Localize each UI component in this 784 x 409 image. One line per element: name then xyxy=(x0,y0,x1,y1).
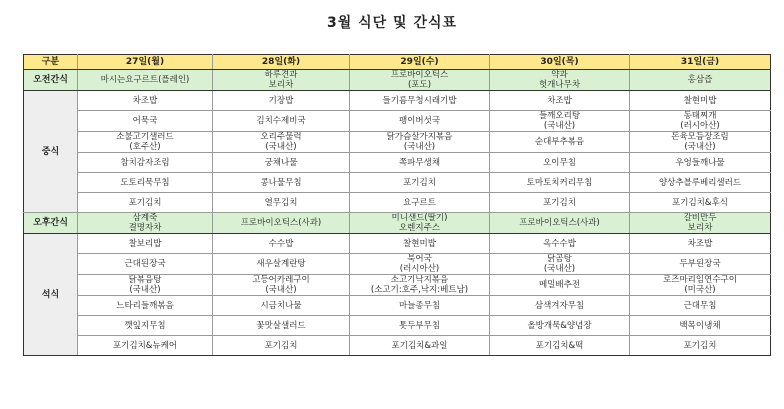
menu-cell xyxy=(490,111,630,132)
menu-cell-line: (국내산) xyxy=(129,285,161,295)
menu-cell xyxy=(350,91,490,111)
menu-cell xyxy=(490,153,630,173)
menu-cell-line: 옥수수밥 xyxy=(543,238,576,249)
menu-cell-line: 소고기낙지볶음 xyxy=(390,275,449,285)
menu-cell xyxy=(350,173,490,193)
menu-cell-line: 차조밥 xyxy=(132,95,158,106)
menu-cell-line: 수수밥 xyxy=(268,238,294,249)
menu-cell-line: 하루견과 xyxy=(264,70,298,80)
menu-cell xyxy=(213,336,350,356)
menu-cell-line: 포기김치&떡 xyxy=(535,340,584,351)
menu-cell xyxy=(78,275,213,296)
menu-cell xyxy=(213,296,350,316)
menu-cell xyxy=(630,193,771,213)
menu-cell xyxy=(630,111,771,132)
menu-cell xyxy=(78,153,213,173)
menu-cell xyxy=(78,132,213,153)
menu-cell xyxy=(350,70,490,91)
menu-cell-line: 포기김치&뉴케어 xyxy=(112,340,178,351)
menu-cell-line: 찰현미밥 xyxy=(683,95,717,106)
menu-cell xyxy=(78,193,213,213)
menu-cell xyxy=(630,275,771,296)
lunch-row xyxy=(24,153,771,173)
category-label: 중식 xyxy=(24,91,78,213)
lunch-row xyxy=(24,91,771,111)
header-row xyxy=(24,55,771,70)
menu-cell-line: (국내산) xyxy=(684,142,716,152)
menu-cell xyxy=(213,70,350,91)
menu-cell xyxy=(630,316,771,336)
menu-cell-line: (소고기:호주,낙지:베트남) xyxy=(370,285,469,295)
menu-cell-line: 올방개묵&양념장 xyxy=(527,320,592,331)
menu-cell xyxy=(350,275,490,296)
menu-cell-line: (미국산) xyxy=(684,285,716,295)
menu-cell xyxy=(490,316,630,336)
menu-cell xyxy=(490,193,630,213)
menu-cell xyxy=(213,213,350,234)
menu-cell xyxy=(630,91,771,111)
menu-cell xyxy=(78,296,213,316)
menu-cell-line: 닭가슴살가지볶음 xyxy=(386,132,453,142)
menu-cell xyxy=(78,91,213,111)
menu-cell-line: 소불고기샐러드 xyxy=(116,132,174,142)
menu-cell xyxy=(350,336,490,356)
menu-cell-line: 삼색겨자무침 xyxy=(534,300,585,311)
menu-cell xyxy=(630,336,771,356)
header-category: 구분 xyxy=(24,55,78,70)
menu-cell-line: (국내산) xyxy=(265,142,297,152)
menu-cell-line: 궁채나물 xyxy=(264,157,298,168)
menu-cell xyxy=(490,70,630,91)
menu-cell-line: 오이무침 xyxy=(543,157,576,168)
menu-cell-line: 도토리묵무침 xyxy=(120,177,170,188)
menu-cell-line: 열무김치 xyxy=(264,197,298,208)
menu-cell-line: 약과 xyxy=(551,70,568,80)
menu-cell-line: 톳두부무침 xyxy=(398,320,441,331)
menu-cell xyxy=(350,234,490,254)
menu-cell-line: 어묵국 xyxy=(132,116,158,126)
menu-cell-line: 찰현미밥 xyxy=(403,238,436,249)
menu-cell xyxy=(78,70,213,91)
menu-cell-line: 보리차 xyxy=(268,80,294,90)
morning-snack-row xyxy=(24,70,771,91)
menu-cell-line: 포기김치 xyxy=(264,340,298,351)
dinner-row xyxy=(24,275,771,296)
dinner-row xyxy=(24,316,771,336)
menu-cell-line: (국내산) xyxy=(543,264,576,274)
menu-cell xyxy=(630,132,771,153)
menu-cell xyxy=(350,296,490,316)
menu-cell-line: 오리주물럭 xyxy=(260,132,302,142)
menu-cell xyxy=(350,132,490,153)
menu-cell-line: 우엉들깨나물 xyxy=(675,157,725,168)
menu-cell-line: 헛개나무차 xyxy=(538,80,581,90)
menu-cell-line: 근대무침 xyxy=(683,300,717,311)
menu-cell-line: (포도) xyxy=(407,80,432,90)
menu-cell xyxy=(213,234,350,254)
header-day-fri: 31일(금) xyxy=(630,55,771,70)
menu-cell-line: 돈육모듬장조림 xyxy=(671,132,729,142)
menu-cell-line: 오렌지주스 xyxy=(398,223,441,233)
menu-cell-line: 김치수제비국 xyxy=(256,116,306,126)
menu-cell xyxy=(213,193,350,213)
menu-cell-line: 포기김치 xyxy=(683,340,717,351)
menu-cell-line: 포기김치&과일 xyxy=(391,340,448,351)
menu-cell xyxy=(350,193,490,213)
menu-cell-line: 느타리들깨볶음 xyxy=(116,300,174,311)
menu-cell-line: 차조밥 xyxy=(547,95,572,106)
menu-cell-line: 들깨오리탕 xyxy=(538,111,581,121)
header-day-thu: 30일(목) xyxy=(490,55,630,70)
menu-cell-line: (국내산) xyxy=(265,285,297,295)
page-title: 3월 식단 및 간식표 xyxy=(326,15,458,31)
menu-cell xyxy=(630,254,771,275)
menu-table xyxy=(23,54,771,356)
menu-cell-line: 들기름무청시래기밥 xyxy=(382,95,457,106)
menu-cell xyxy=(78,111,213,132)
dinner-row xyxy=(24,234,771,254)
menu-cell-line: 요구르트 xyxy=(403,197,436,208)
menu-cell-line: 메밀배추전 xyxy=(538,280,581,290)
menu-cell-line: 고등어카레구이 xyxy=(252,275,310,285)
menu-cell xyxy=(78,336,213,356)
header-day-mon: 27일(월) xyxy=(78,55,213,70)
menu-cell-line: (호주산) xyxy=(129,142,161,152)
menu-cell-line: 시금치나물 xyxy=(260,300,302,311)
menu-cell xyxy=(490,336,630,356)
menu-cell-line: 프로바이오틱스(사과) xyxy=(519,218,600,228)
menu-cell-line: 홍삼즙 xyxy=(687,75,713,85)
menu-cell-line: 백목이냉채 xyxy=(679,320,721,331)
menu-cell-line: 쪽파무생채 xyxy=(398,157,441,168)
menu-cell-line: 포기김치 xyxy=(128,197,162,208)
menu-cell-line: 포기김치 xyxy=(543,197,576,208)
menu-cell-line: (러시아산) xyxy=(399,264,440,274)
category-label: 석식 xyxy=(24,234,78,356)
afternoon-snack-row xyxy=(24,213,771,234)
menu-cell xyxy=(78,173,213,193)
menu-cell-line: 프로바이오틱스(사과) xyxy=(240,218,322,228)
menu-cell-line: 닭볶음탕 xyxy=(128,275,162,285)
lunch-row xyxy=(24,132,771,153)
category-label: 오전간식 xyxy=(24,70,78,91)
menu-cell-line: 갈비만두 xyxy=(683,213,717,223)
menu-cell xyxy=(350,254,490,275)
menu-cell-line: 미니샌드(딸기) xyxy=(391,213,448,223)
menu-cell-line: 차조밥 xyxy=(687,238,713,249)
menu-cell xyxy=(78,234,213,254)
menu-cell-line: 마시는요구르트(플레인) xyxy=(100,75,190,85)
menu-cell xyxy=(213,111,350,132)
menu-cell-line: 근대된장국 xyxy=(124,259,166,269)
menu-cell xyxy=(630,173,771,193)
menu-cell xyxy=(213,173,350,193)
category-label: 오후간식 xyxy=(24,213,78,234)
menu-cell-line: (국내산) xyxy=(403,142,436,152)
menu-cell-line: 포기김치&후식 xyxy=(672,197,728,208)
menu-cell-line: 콩나물무침 xyxy=(260,177,302,188)
header-day-tue: 28일(화) xyxy=(213,55,350,70)
menu-cell-line: 결명자차 xyxy=(128,223,162,233)
menu-cell xyxy=(213,132,350,153)
header-day-wed: 29일(수) xyxy=(350,55,490,70)
menu-cell xyxy=(630,234,771,254)
menu-cell-line: 프로바이오틱스 xyxy=(390,70,449,80)
menu-cell-line: 찰보리밥 xyxy=(128,238,162,249)
menu-cell xyxy=(350,316,490,336)
menu-cell xyxy=(490,234,630,254)
menu-cell-line: 북어국 xyxy=(407,254,432,264)
menu-cell xyxy=(213,254,350,275)
menu-cell-line: 두부된장국 xyxy=(679,259,721,269)
menu-cell-line: (국내산) xyxy=(543,121,576,131)
menu-cell xyxy=(213,275,350,296)
menu-cell xyxy=(490,254,630,275)
menu-cell xyxy=(78,254,213,275)
menu-cell xyxy=(78,316,213,336)
lunch-row xyxy=(24,173,771,193)
menu-cell-line: 로즈마리임연수구이 xyxy=(663,275,737,285)
menu-cell xyxy=(78,213,213,234)
menu-cell xyxy=(490,296,630,316)
menu-cell xyxy=(350,153,490,173)
menu-cell xyxy=(630,213,771,234)
lunch-row xyxy=(24,193,771,213)
menu-cell-line: 토마토치커리무침 xyxy=(526,177,593,188)
menu-cell xyxy=(490,275,630,296)
menu-cell xyxy=(490,132,630,153)
menu-cell xyxy=(490,173,630,193)
dinner-row xyxy=(24,254,771,275)
menu-cell xyxy=(490,91,630,111)
menu-cell-line: (러시아산) xyxy=(680,121,720,131)
menu-cell-line: 삼계죽 xyxy=(132,213,158,223)
menu-cell-line: 보리차 xyxy=(687,223,713,233)
menu-cell xyxy=(630,153,771,173)
menu-cell-line: 꽃맛살샐러드 xyxy=(256,320,306,331)
menu-cell-line: 기장밥 xyxy=(268,95,294,106)
menu-cell-line: 참치감자조림 xyxy=(120,157,170,168)
menu-cell xyxy=(213,153,350,173)
menu-cell-line: 팽이버섯국 xyxy=(398,116,441,126)
menu-cell-line: 포기김치 xyxy=(403,177,436,188)
menu-cell-line: 깻잎지무침 xyxy=(124,320,166,331)
menu-cell xyxy=(630,70,771,91)
menu-cell xyxy=(213,91,350,111)
menu-cell-line: 닭곰탕 xyxy=(547,254,572,264)
menu-cell xyxy=(213,316,350,336)
menu-cell xyxy=(630,296,771,316)
menu-cell-line: 양상추블루베리샐러드 xyxy=(658,177,742,188)
lunch-row xyxy=(24,111,771,132)
menu-cell-line: 순대부추볶음 xyxy=(534,137,585,147)
menu-cell xyxy=(350,213,490,234)
menu-cell-line: 마늘종무침 xyxy=(398,300,441,311)
menu-cell-line: 동태찌개 xyxy=(683,111,717,121)
menu-cell-line: 새우살계란탕 xyxy=(256,259,306,269)
menu-cell xyxy=(490,213,630,234)
dinner-row xyxy=(24,296,771,316)
dinner-row xyxy=(24,336,771,356)
menu-cell xyxy=(350,111,490,132)
